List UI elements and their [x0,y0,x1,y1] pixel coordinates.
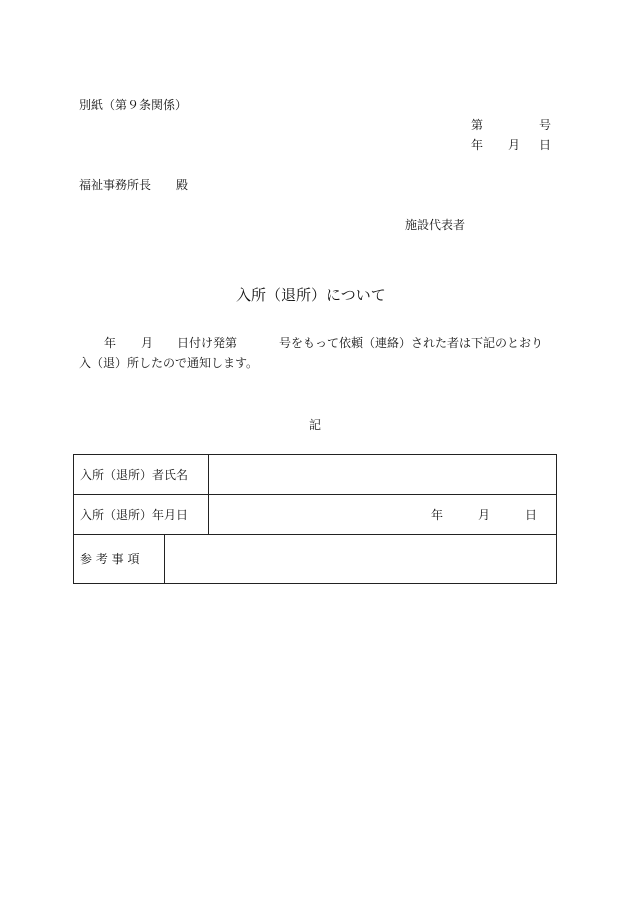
row-date-month: 月 [478,508,491,522]
date-month: 月 [508,138,521,152]
row-date-day: 日 [525,508,538,522]
body-line2: 入（退）所したので通知します。 [79,356,259,370]
addressee-honorific: 殿 [176,178,189,192]
sender: 施設代表者 [405,218,466,232]
doc-number-suffix: 号 [539,118,552,132]
row-date-year: 年 [431,508,444,522]
body-year: 年 [104,336,117,350]
body-day-phrase: 日付け発第 [177,336,238,350]
doc-number-prefix: 第 [471,118,484,132]
date-day: 日 [539,138,552,152]
header-label: 別紙（第９条関係） [79,98,188,112]
row-name-label: 入所（退所）者氏名 [80,468,189,482]
ki-label: 記 [309,418,322,432]
row-notes-label: 参 考 事 項 [80,552,140,566]
page-title: 入所（退所）について [236,286,386,304]
body-month: 月 [141,336,154,350]
date-year: 年 [471,138,484,152]
addressee-name: 福祉事務所長 [79,178,152,192]
row-date-label: 入所（退所）年月日 [80,508,189,522]
body-line1-rest: 号をもって依頼（連絡）された者は下記のとおり [279,336,544,350]
